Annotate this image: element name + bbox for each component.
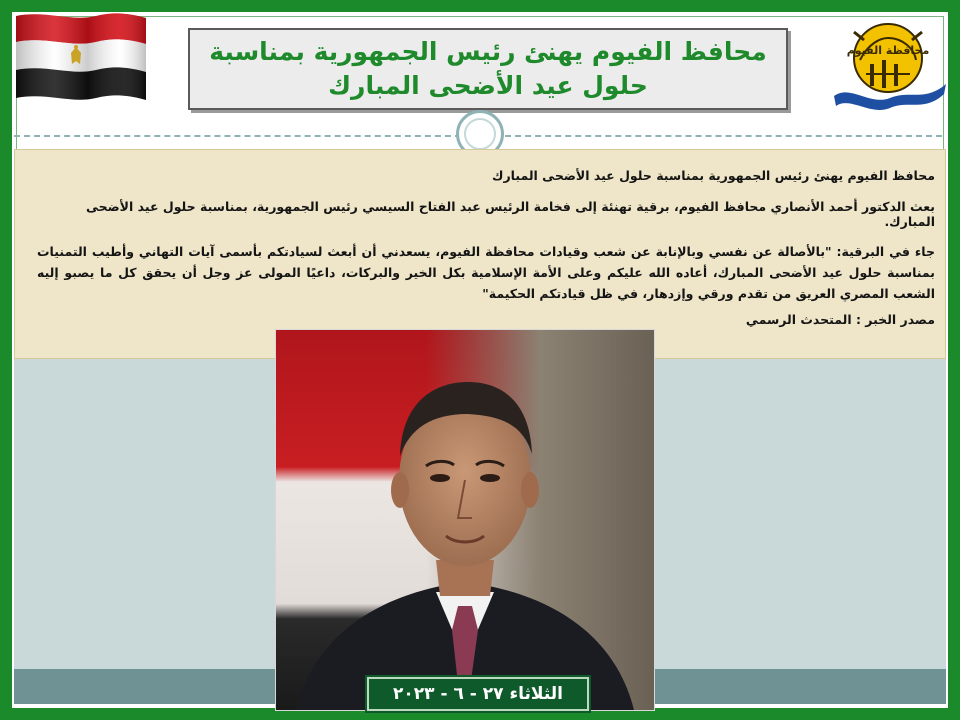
title-box <box>188 28 788 110</box>
portrait-illustration <box>276 330 654 710</box>
date-badge <box>367 677 589 711</box>
article-headline: محافظ الفيوم يهنئ رئيس الجمهورية بمناسبة حلول عيد الأضحى المبارك <box>492 168 935 183</box>
page-title: محافظ الفيوم يهنئ رئيس الجمهورية بمناسبة حلول عيد الأضحى المبارك <box>209 37 767 100</box>
article-source: مصدر الخبر : المتحدث الرسمي <box>745 312 935 327</box>
president-portrait-photo <box>276 330 654 710</box>
logo-text: محافظة الفيوم <box>846 44 930 57</box>
egypt-flag-icon <box>16 10 146 106</box>
article-paragraph-1: بعث الدكتور أحمد الأنصاري محافظ الفيوم، برقية تهنئة إلى فخامة الرئيس عبد الفتاح السيسي رئيس الجمهورية، بمناسبة حلول عيد الأضحى المبارك. <box>85 199 935 229</box>
fayoum-governorate-logo-icon <box>830 14 948 118</box>
date-text: الثلاثاء ٢٧ - ٦ - ٢٠٢٣ <box>393 684 563 704</box>
article-paragraph-2: جاء في البرقية: "بالأصالة عن نفسي وبالإنابة عن شعب وقيادات محافظة الفيوم، يسعدني أن أبعث لسيادتكم بأسمى آيات التهاني وأطيب التمنيات بمناسبة حلول عيد الأضحى المبارك، أعاده الله عليكم وعلى الأمة الإسلامية بكل الخير والبركات، داعيًا المولى عز وجل أن يحقق كل ما يصبو إليه الشعب المصري العريق من تقدم ورقي وإزدهار، في ظل قيادتكم الحكيمة" <box>37 244 935 301</box>
article-panel <box>14 149 946 359</box>
